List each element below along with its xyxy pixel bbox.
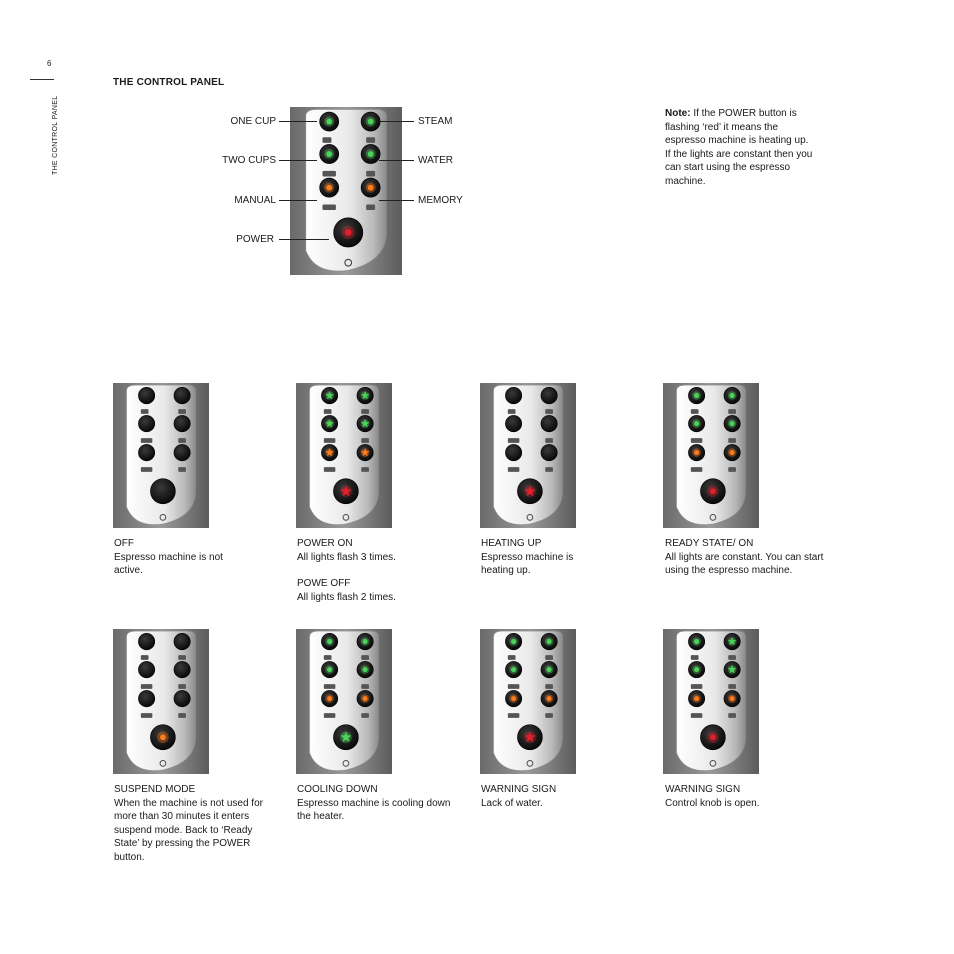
indicator-light — [160, 734, 166, 740]
water-icon — [361, 438, 369, 443]
leader-line — [279, 200, 317, 201]
indicator-light — [694, 667, 699, 672]
memory-button — [174, 444, 190, 460]
cup-icon — [324, 409, 332, 414]
section-title: THE CONTROL PANEL — [113, 77, 225, 88]
cup-icon — [324, 713, 336, 718]
caption-title: OFF — [114, 538, 134, 549]
side-rule — [30, 79, 54, 80]
indicator-light — [363, 639, 368, 644]
state-panel-off — [113, 383, 209, 528]
indicator-light — [730, 393, 735, 398]
steam-button — [541, 387, 557, 403]
side-title: THE CONTROL PANEL — [52, 95, 59, 175]
caption-title: POWER ON — [297, 538, 353, 549]
caption-text: When the machine is not used for more than 30 minutes it enters suspend mode. Back to ‘Ready State’ by pressing the POWER button. — [114, 797, 263, 863]
cup-icon — [324, 467, 336, 472]
caption-text: Espresso machine is heating up. — [481, 551, 574, 576]
water-button — [174, 661, 190, 677]
caption-text: All lights flash 3 times. — [297, 551, 396, 563]
caption-title: WARNING SIGN — [665, 784, 741, 795]
steam-icon — [545, 409, 553, 414]
indicator-light — [710, 734, 716, 740]
cup-icon — [508, 467, 520, 472]
label-memory: MEMORY — [418, 195, 463, 206]
two-cups-button — [138, 415, 154, 431]
cup-icon — [322, 137, 331, 143]
memory-icon — [545, 713, 553, 718]
control-panel-drawing — [113, 629, 209, 774]
caption-warning-knob — [665, 783, 830, 810]
state-panel-power-on — [296, 383, 392, 528]
indicator-light — [694, 696, 699, 701]
indicator-light — [694, 421, 699, 426]
control-panel-drawing — [290, 107, 402, 275]
water-button — [174, 415, 190, 431]
cup-icon — [508, 684, 520, 689]
one-cup-button — [138, 387, 154, 403]
indicator-light — [345, 229, 352, 236]
label-manual: MANUAL — [234, 195, 276, 206]
caption-warning-water — [481, 783, 646, 810]
memory-icon — [545, 467, 553, 472]
memory-button — [174, 690, 190, 706]
label-power: POWER — [236, 234, 274, 245]
caption-title: COOLING DOWN — [297, 784, 378, 795]
cup-icon — [691, 409, 699, 414]
caption-suspend — [114, 783, 279, 864]
cup-icon — [691, 655, 699, 660]
control-panel-drawing — [296, 383, 392, 528]
caption-title: READY STATE/ ON — [665, 538, 754, 549]
caption-title: POWE OFF — [297, 578, 351, 589]
indicator-light — [730, 696, 735, 701]
indicator-light — [547, 639, 552, 644]
control-panel-drawing — [663, 383, 759, 528]
indicator-light — [363, 696, 368, 701]
cup-icon — [324, 438, 336, 443]
page-number: 6 — [47, 59, 52, 68]
state-panel-cooling-down — [296, 629, 392, 774]
indicator-light — [511, 667, 516, 672]
cup-icon — [691, 713, 703, 718]
indicator-light — [730, 421, 735, 426]
cup-icon — [508, 655, 516, 660]
indicator-light — [368, 119, 374, 125]
indicator-light — [363, 667, 368, 672]
caption-text: Control knob is open. — [665, 797, 760, 809]
steam-icon — [728, 655, 736, 660]
caption-title: WARNING SIGN — [481, 784, 557, 795]
leader-line — [379, 121, 414, 122]
caption-power-on — [297, 537, 462, 604]
caption-text: All lights are constant. You can start using the espresso machine. — [665, 551, 824, 576]
control-panel-image — [290, 107, 402, 275]
water-icon — [728, 438, 736, 443]
cup-icon — [508, 438, 520, 443]
leader-line — [379, 200, 414, 201]
manual-button — [505, 444, 521, 460]
cup-icon — [141, 684, 153, 689]
label-one-cup: ONE CUP — [230, 116, 276, 127]
one-cup-button — [138, 633, 154, 649]
control-panel-drawing — [113, 383, 209, 528]
water-icon — [178, 438, 186, 443]
control-panel-drawing — [296, 629, 392, 774]
water-button — [541, 415, 557, 431]
note-label: Note: — [665, 108, 691, 119]
steam-button — [174, 387, 190, 403]
two-cups-button — [138, 661, 154, 677]
indicator-light — [547, 667, 552, 672]
cup-icon — [691, 684, 703, 689]
caption-text: Lack of water. — [481, 797, 543, 809]
steam-icon — [361, 409, 369, 414]
steam-icon — [728, 409, 736, 414]
caption-text: Espresso machine is cooling down the heater. — [297, 797, 451, 822]
water-icon — [178, 684, 186, 689]
indicator-light — [368, 185, 374, 191]
water-icon — [361, 684, 369, 689]
cup-icon — [141, 655, 149, 660]
caption-text: All lights flash 2 times. — [297, 591, 396, 603]
indicator-light — [327, 696, 332, 701]
indicator-light — [326, 119, 332, 125]
memory-icon — [178, 467, 186, 472]
indicator-light — [694, 450, 699, 455]
cup-icon — [141, 438, 153, 443]
caption-text: Espresso machine is not active. — [114, 551, 223, 576]
cup-icon — [322, 171, 335, 177]
note — [665, 107, 815, 188]
indicator-light — [327, 667, 332, 672]
memory-icon — [366, 204, 375, 210]
caption-off — [114, 537, 279, 578]
steam-button — [174, 633, 190, 649]
steam-icon — [545, 655, 553, 660]
state-panel-heating-up — [480, 383, 576, 528]
indicator-light — [511, 696, 516, 701]
manual-button — [138, 690, 154, 706]
cup-icon — [141, 713, 153, 718]
steam-icon — [366, 137, 375, 143]
label-water: WATER — [418, 155, 453, 166]
cup-icon — [508, 409, 516, 414]
caption-heating-up — [481, 537, 646, 578]
leader-line — [279, 160, 317, 161]
control-panel-drawing — [663, 629, 759, 774]
water-icon — [366, 171, 375, 177]
cup-icon — [322, 204, 335, 210]
state-panel-ready — [663, 383, 759, 528]
state-panel-suspend — [113, 629, 209, 774]
cup-icon — [141, 467, 153, 472]
cup-icon — [141, 409, 149, 414]
steam-icon — [361, 655, 369, 660]
memory-icon — [361, 467, 369, 472]
control-panel-drawing — [480, 383, 576, 528]
two-cups-button — [505, 415, 521, 431]
memory-icon — [728, 713, 736, 718]
water-icon — [545, 684, 553, 689]
water-icon — [545, 438, 553, 443]
caption-title: HEATING UP — [481, 538, 542, 549]
steam-icon — [178, 655, 186, 660]
power-button — [150, 479, 175, 504]
state-panel-warning-water — [480, 629, 576, 774]
leader-line — [279, 239, 329, 240]
indicator-light — [694, 639, 699, 644]
cup-icon — [324, 655, 332, 660]
indicator-light — [326, 151, 332, 157]
indicator-light — [511, 639, 516, 644]
memory-icon — [361, 713, 369, 718]
water-icon — [728, 684, 736, 689]
cup-icon — [691, 467, 703, 472]
leader-line — [379, 160, 414, 161]
memory-icon — [178, 713, 186, 718]
indicator-light — [368, 151, 374, 157]
cup-icon — [324, 684, 336, 689]
label-two-cups: TWO CUPS — [222, 155, 276, 166]
indicator-light — [547, 696, 552, 701]
caption-ready — [665, 537, 830, 578]
indicator-light — [327, 639, 332, 644]
steam-icon — [178, 409, 186, 414]
caption-cooling-down — [297, 783, 462, 824]
note-text: If the POWER button is flashing ‘red’ it means the espresso machine is heating up. If the lights are constant then you can start using the espresso machine. — [665, 108, 813, 187]
indicator-light — [710, 488, 716, 494]
state-panel-warning-knob — [663, 629, 759, 774]
indicator-light — [326, 185, 332, 191]
cup-icon — [691, 438, 703, 443]
cup-icon — [508, 713, 520, 718]
memory-button — [541, 444, 557, 460]
label-steam: STEAM — [418, 116, 453, 127]
leader-line — [279, 121, 317, 122]
control-panel-drawing — [480, 629, 576, 774]
one-cup-button — [505, 387, 521, 403]
caption-title: SUSPEND MODE — [114, 784, 196, 795]
indicator-light — [730, 450, 735, 455]
memory-icon — [728, 467, 736, 472]
indicator-light — [694, 393, 699, 398]
manual-button — [138, 444, 154, 460]
